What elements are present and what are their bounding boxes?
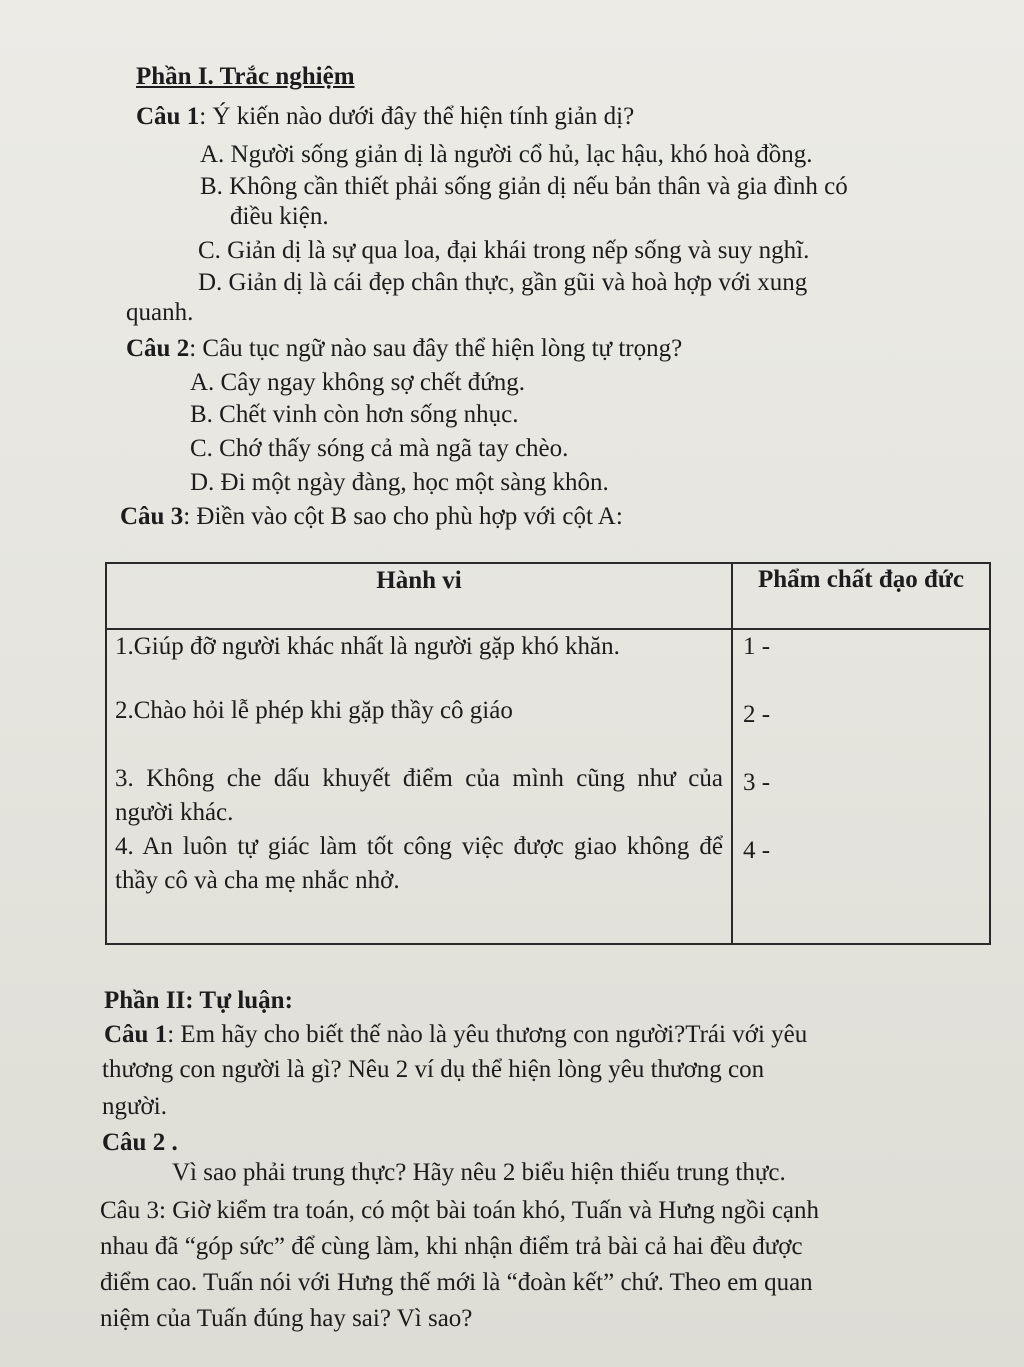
part2-q1-text: : Em hãy cho biết thế nào là yêu thương con người?Trái với yêu xyxy=(167,1021,808,1048)
q2-option-a: A. Cây ngay không sợ chết đứng. xyxy=(190,369,526,396)
answer-slot-3: 3 - xyxy=(743,769,771,796)
behavior-item-4: 4. An luôn tự giác làm tốt công việc được giao không để thầy cô và cha mẹ nhắc nhở. xyxy=(115,833,723,894)
q2-option-c: C. Chớ thấy sóng cả mà ngã tay chèo. xyxy=(190,435,569,462)
table-header-row xyxy=(106,563,990,629)
part2-q3-line-3: điểm cao. Tuấn nói với Hưng thế mới là “đoàn kết” chứ. Theo em quan xyxy=(100,1269,813,1296)
part1-q1-prompt xyxy=(136,102,634,132)
part2-q3-line-2: nhau đã “góp sức” để cùng làm, khi nhận điểm trả bài cả hai đều được xyxy=(100,1233,803,1260)
answer-column xyxy=(732,629,990,944)
q1-option-d-continued: quanh. xyxy=(126,299,194,326)
q2-option-b: B. Chết vinh còn hơn sống nhục. xyxy=(190,401,519,428)
behavior-item-3: 3. Không che dấu khuyết điểm của mình cũng như của người khác. xyxy=(115,765,723,826)
q1-text: : Ý kiến nào dưới đây thể hiện tính giản dị? xyxy=(199,103,635,130)
q1-option-b-continued: điều kiện. xyxy=(230,203,329,230)
matching-table xyxy=(105,562,991,945)
table-body-row xyxy=(106,629,990,944)
q3-text: : Điền vào cột B sao cho phù hợp với cột A: xyxy=(183,503,623,530)
q2-label: Câu 2 xyxy=(126,335,190,362)
q2-option-d: D. Đi một ngày đàng, học một sàng khôn. xyxy=(190,469,609,496)
part2-q1-label: Câu 1 xyxy=(104,1021,168,1048)
part2-q1-line-1 xyxy=(104,1020,807,1050)
q1-option-b: B. Không cần thiết phải sống giản dị nếu bản thân và gia đình có xyxy=(200,173,848,200)
answer-slot-1: 1 - xyxy=(743,633,771,660)
part2-q1-line-2: thương con người là gì? Nêu 2 ví dụ thể hiện lòng yêu thương con xyxy=(102,1056,765,1083)
part2-q1-line-3: người. xyxy=(102,1093,167,1120)
answer-slot-4: 4 - xyxy=(743,837,771,864)
part2-q2-text: Vì sao phải trung thực? Hãy nêu 2 biểu hiện thiếu trung thực. xyxy=(172,1159,786,1186)
q1-option-a: A. Người sống giản dị là người cổ hủ, lạc hậu, khó hoà đồng. xyxy=(200,141,813,168)
q1-label: Câu 1 xyxy=(136,103,200,130)
part2-q3-line-1: Câu 3: Giờ kiểm tra toán, có một bài toán khó, Tuấn và Hưng ngồi cạnh xyxy=(100,1197,820,1224)
part1-q2-prompt xyxy=(126,334,682,364)
part2-q2-label: Câu 2 . xyxy=(102,1129,178,1156)
part2-title: Phần II: Tự luận: xyxy=(104,987,293,1014)
behavior-column xyxy=(106,629,732,944)
header-behavior: Hành vi xyxy=(106,563,732,629)
part1-title: Phần I. Trắc nghiệm xyxy=(136,63,355,90)
answer-slot-2: 2 - xyxy=(743,701,771,728)
q1-option-c: C. Giản dị là sự qua loa, đại khái trong nếp sống và suy nghĩ. xyxy=(198,237,810,264)
behavior-item-2: 2.Chào hỏi lễ phép khi gặp thầy cô giáo xyxy=(115,697,513,724)
q2-text: : Câu tục ngữ nào sau đây thể hiện lòng tự trọng? xyxy=(189,335,683,362)
header-moral-quality: Phẩm chất đạo đức xyxy=(732,563,990,629)
part1-q3-prompt xyxy=(120,502,623,532)
part2-q3-line-4: niệm của Tuấn đúng hay sai? Vì sao? xyxy=(100,1305,473,1332)
behavior-item-1: 1.Giúp đỡ người khác nhất là người gặp khó khăn. xyxy=(115,633,620,660)
q3-label: Câu 3 xyxy=(120,503,184,530)
q1-option-d: D. Giản dị là cái đẹp chân thực, gần gũi và hoà hợp với xung xyxy=(198,269,808,296)
